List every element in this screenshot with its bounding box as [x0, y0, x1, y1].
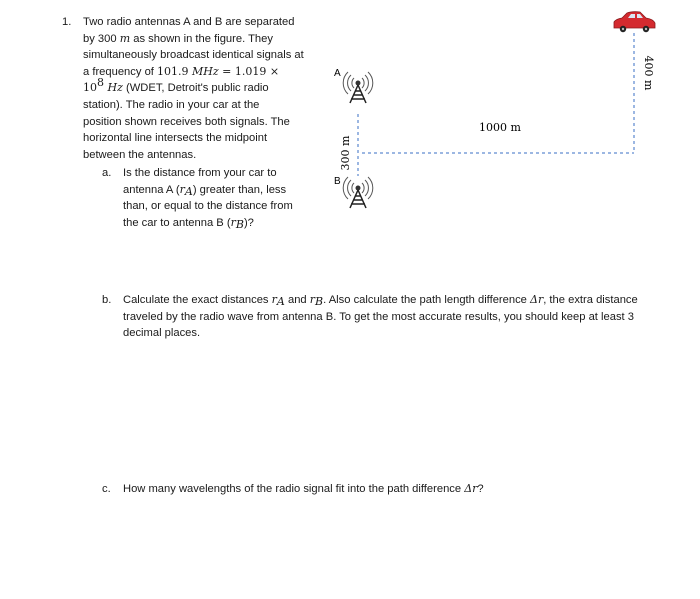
car-icon	[614, 12, 655, 33]
intro-line: a frequency of 101.9 MHz = 1.019 ×	[83, 64, 280, 78]
antenna-a-tower-icon	[343, 72, 373, 103]
separation-label: 300 m	[339, 135, 352, 171]
part-c-text: How many wavelengths of the radio signal fit into the path difference Δr?	[123, 482, 484, 495]
part-a-line: than, or equal to the distance from	[123, 200, 293, 213]
intro-line: position shown receives both signals. The	[83, 115, 290, 128]
part-a-label: a.	[102, 167, 112, 179]
antenna-b-tower-icon	[343, 177, 373, 208]
intro-line: Two radio antennas A and B are separated	[83, 16, 295, 28]
part-c-label: c.	[102, 483, 111, 495]
intro-line: station). The radio in your car at the	[83, 98, 260, 111]
intro-line: $10^8$ Hz (WDET, Detroit's public radio	[83, 76, 269, 95]
vertical-distance-label: 400 m	[642, 55, 655, 91]
part-a-line: antenna A $(r_A)$ greater than, less	[123, 182, 287, 198]
part-b-label: b.	[102, 294, 112, 306]
antenna-b-label: B	[334, 176, 341, 187]
part-b-text: Calculate the exact distances $r_A$ and $r_B$. Also calculate the path length difference Δr, the extra distance traveled by the radio wave from antenna B. To get the most accurate results, you should keep at least 3 decimal places.	[123, 293, 638, 340]
intro-line: between the antennas.	[83, 148, 197, 161]
question-number: 1.	[62, 16, 72, 28]
antenna-figure	[0, 0, 700, 260]
part-a-line: Is the distance from your car to	[123, 167, 277, 179]
intro-line: by 300 m as shown in the figure. They	[83, 31, 273, 45]
antenna-a-label: A	[334, 68, 341, 79]
horizontal-distance-label: 1000 m	[479, 121, 521, 134]
intro-line: simultaneously broadcast identical signals at	[83, 49, 304, 62]
part-a-line: the car to antenna B $(r_B)$?	[123, 215, 254, 231]
intro-line: horizontal line intersects the midpoint	[83, 132, 268, 145]
